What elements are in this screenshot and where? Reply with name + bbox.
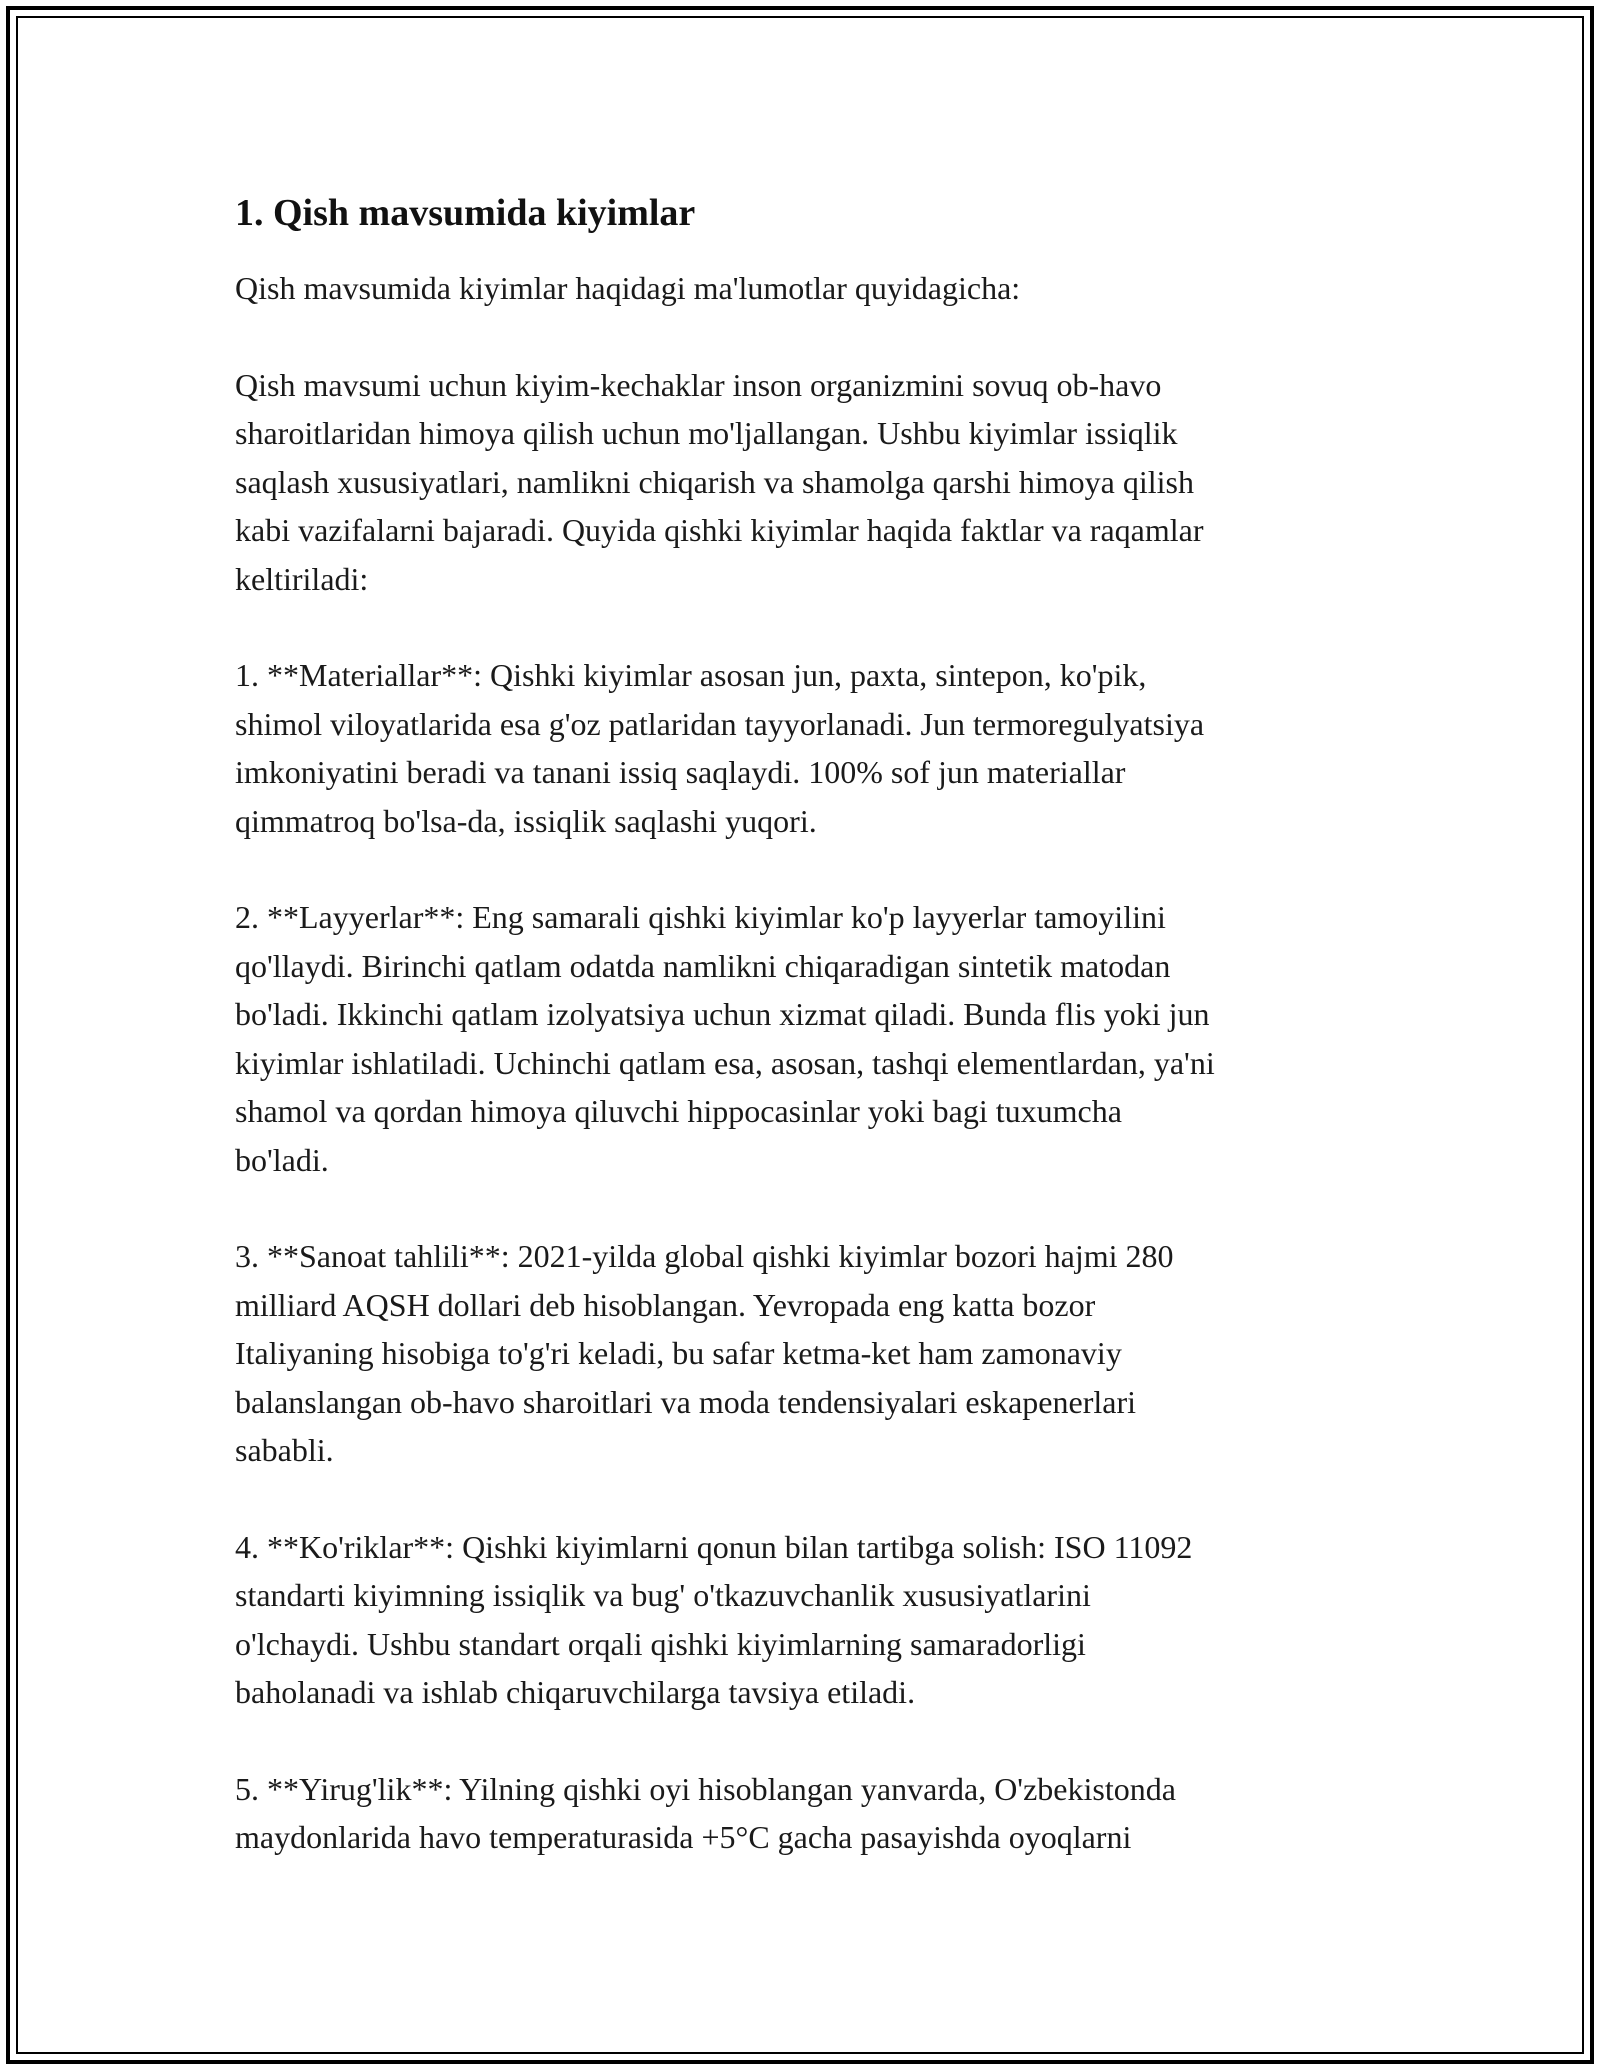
text-line: Qish mavsumida kiyimlar haqidagi ma'lumotlar quyidagicha: bbox=[235, 270, 1021, 306]
text-line: kiyimlar ishlatiladi. Uchinchi qatlam esa, asosan, tashqi elementlardan, ya'ni bbox=[235, 1044, 1215, 1081]
text-line: 4. **Ko'riklar**: Qishki kiyimlarni qonun bilan tartibga solish: ISO 11092 bbox=[235, 1528, 1193, 1565]
text-line: bo'ladi. bbox=[235, 1141, 329, 1178]
text-line: qimmatroq bo'lsa-da, issiqlik saqlashi yuqori. bbox=[235, 802, 817, 839]
text-line: 5. **Yirug'lik**: Yilning qishki oyi hisoblangan yanvarda, O'zbekistonda bbox=[235, 1770, 1176, 1807]
text-line: 3. **Sanoat tahlili**: 2021-yilda global qishki kiyimlar bozori hajmi 280 bbox=[235, 1238, 1174, 1274]
standards-paragraph bbox=[235, 1523, 1365, 1717]
text-line: Qish mavsumi uchun kiyim-kechaklar inson organizmini sovuq ob-havo bbox=[235, 366, 1162, 403]
text-line: sababli. bbox=[235, 1432, 334, 1468]
text-line: bo'ladi. Ikkinchi qatlam izolyatsiya uchun xizmat qiladi. Bunda flis yoki jun bbox=[235, 996, 1210, 1032]
layers-paragraph bbox=[235, 893, 1365, 1184]
text-line: maydonlarida havo temperaturasida +5°C gacha pasayishda oyoqlarni bbox=[235, 1819, 1132, 1855]
text-line: milliard AQSH dollari deb hisoblangan. Yevropada eng katta bozor bbox=[235, 1286, 1096, 1323]
materials-paragraph bbox=[235, 651, 1365, 845]
text-line: shamol va qordan himoya qiluvchi hippocasinlar yoki bagi tuxumcha bbox=[235, 1093, 1122, 1129]
text-line: standarti kiyimning issiqlik va bug' o'tkazuvchanlik xususiyatlarini bbox=[235, 1577, 1091, 1613]
text-line: qo'llaydi. Birinchi qatlam odatda namlikni chiqaradigan sintetik matodan bbox=[235, 947, 1171, 984]
text-line: kabi vazifalarni bajaradi. Quyida qishki kiyimlar haqida faktlar va raqamlar bbox=[235, 512, 1204, 548]
text-line: keltiriladi: bbox=[235, 560, 369, 597]
intro-paragraph bbox=[235, 264, 1365, 313]
text-line: baholanadi va ishlab chiqaruvchilarga tavsiya etiladi. bbox=[235, 1674, 916, 1710]
temperature-paragraph bbox=[235, 1765, 1365, 1862]
document-body bbox=[235, 188, 1365, 1910]
text-line: imkoniyatini beradi va tanani issiq saqlaydi. 100% sof jun materiallar bbox=[235, 754, 1126, 790]
text-line: o'lchaydi. Ushbu standart orqali qishki kiyimlarning samaradorligi bbox=[235, 1625, 1086, 1662]
document-title: 1. Qish mavsumida kiyimlar bbox=[235, 192, 696, 234]
text-line: shimol viloyatlarida esa g'oz patlaridan tayyorlanadi. Jun termoregulyatsiya bbox=[235, 705, 1205, 742]
text-line: sharoitlaridan himoya qilish uchun mo'ljallangan. Ushbu kiyimlar issiqlik bbox=[235, 415, 1178, 451]
text-line: 2. **Layyerlar**: Eng samarali qishki kiyimlar ko'p layyerlar tamoyilini bbox=[235, 899, 1166, 935]
text-line: balanslangan ob-havo sharoitlari va moda tendensiyalari eskapenerlari bbox=[235, 1383, 1136, 1420]
overview-paragraph bbox=[235, 361, 1365, 604]
text-line: Italiyaning hisobiga to'g'ri keladi, bu safar ketma-ket ham zamonaviy bbox=[235, 1335, 1122, 1371]
text-line: saqlash xususiyatlari, namlikni chiqarish va shamolga qarshi himoya qilish bbox=[235, 463, 1194, 500]
text-line: 1. **Materiallar**: Qishki kiyimlar asosan jun, paxta, sintepon, ko'pik, bbox=[235, 657, 1147, 693]
industry-paragraph bbox=[235, 1232, 1365, 1475]
